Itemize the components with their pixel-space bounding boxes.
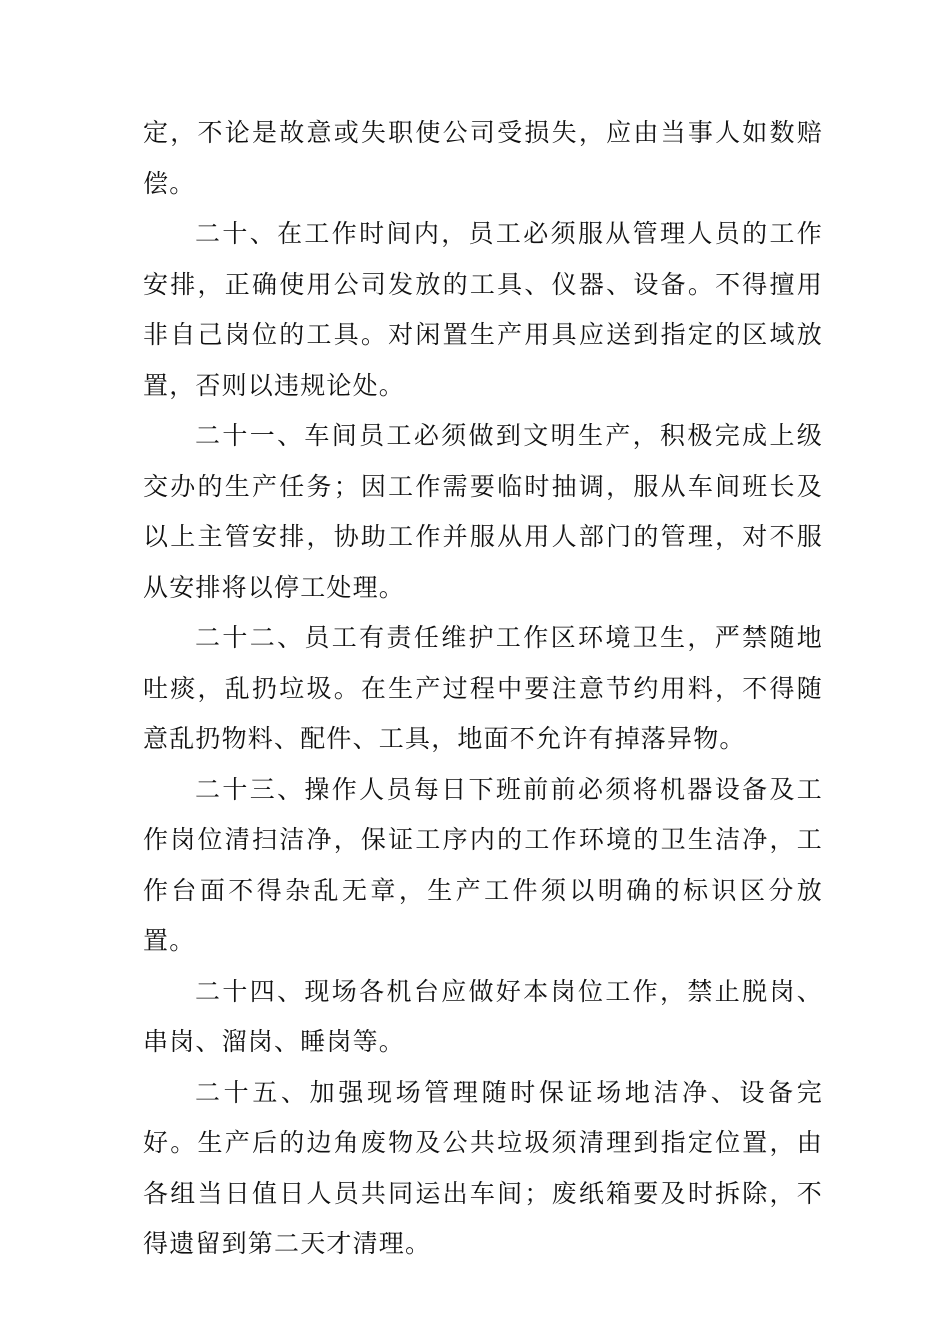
paragraph-continuation: 定，不论是故意或失职使公司受损失，应由当事人如数赔偿。 xyxy=(143,118,823,198)
paragraph-article-21: 二十一、车间员工必须做到文明生产，积极完成上级交办的生产任务；因工作需要临时抽调，服从车间班长及以上主管安排，协助工作并服从用人部门的管理，对不服从安排将以停工处理。 xyxy=(143,421,823,602)
paragraph-article-25: 二十五、加强现场管理随时保证场地洁净、设备完好。生产后的边角废物及公共垃圾须清理到指定位置，由各组当日值日人员共同运出车间；废纸箱要及时拆除，不得遗留到第二天才清理。 xyxy=(143,1077,823,1258)
paragraph-article-23: 二十三、操作人员每日下班前前必须将机器设备及工作岗位清扫洁净，保证工序内的工作环境的卫生洁净，工作台面不得杂乱无章，生产工件须以明确的标识区分放置。 xyxy=(143,774,823,955)
paragraph-article-22: 二十二、员工有责任维护工作区环境卫生，严禁随地吐痰，乱扔垃圾。在生产过程中要注意节约用料，不得随意乱扔物料、配件、工具，地面不允许有掉落异物。 xyxy=(143,623,823,753)
paragraph-article-24: 二十四、现场各机台应做好本岗位工作，禁止脱岗、串岗、溜岗、睡岗等。 xyxy=(143,976,823,1056)
paragraph-article-20: 二十、在工作时间内，员工必须服从管理人员的工作安排，正确使用公司发放的工具、仪器、设备。不得擅用非自己岗位的工具。对闲置生产用具应送到指定的区域放置，否则以违规论处。 xyxy=(143,219,823,400)
document-body xyxy=(143,108,823,1270)
